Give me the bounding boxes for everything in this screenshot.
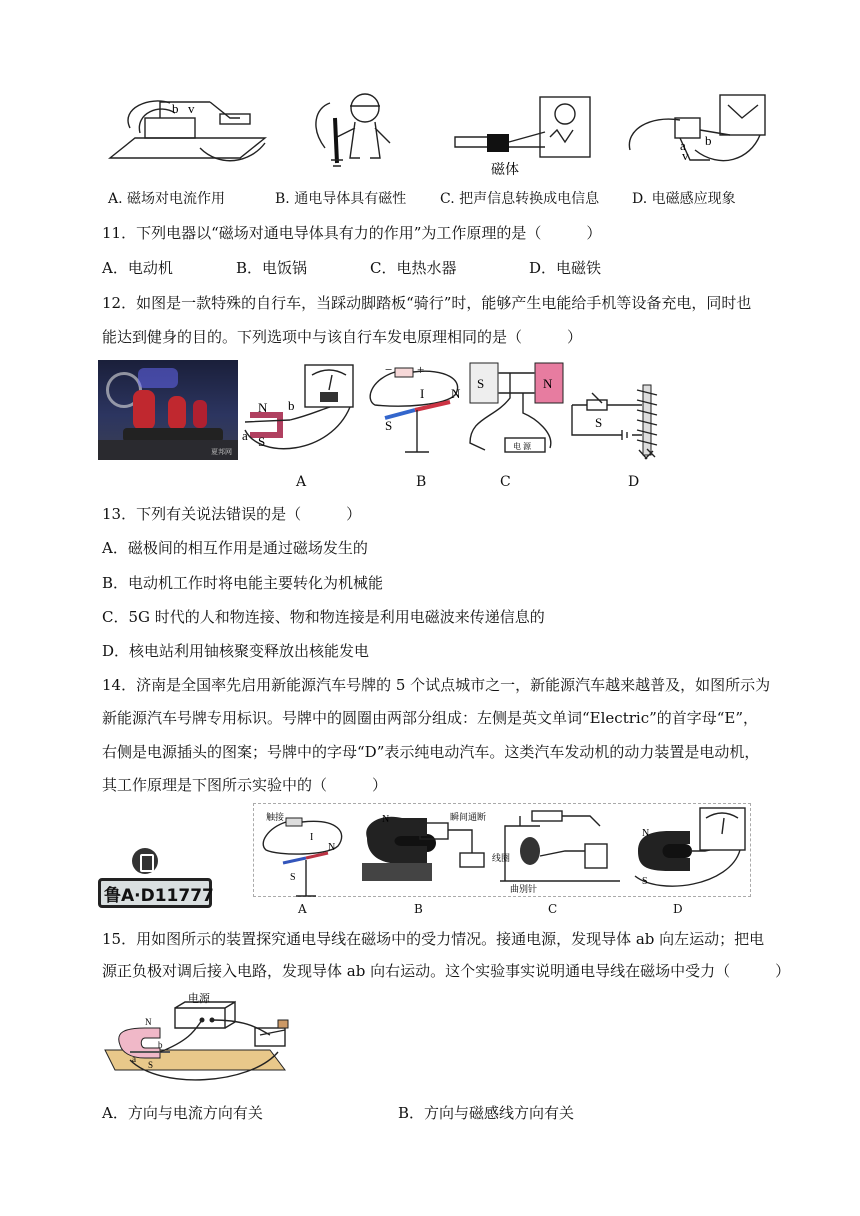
svg-text:b: b: [705, 133, 712, 148]
question-12-stem-line1: 12．如图是一款特殊的自行车，当踩动脚踏板“骑行”时，能够产生电能给手机等设备充电，同时也: [102, 294, 752, 312]
svg-text:b: b: [158, 1040, 163, 1050]
question-14-line4: 其工作原理是下图所示实验中的（ ）: [102, 776, 388, 794]
figure-caption-a: A. 磁场对电流作用: [108, 191, 226, 207]
q12-figure-d: [567, 375, 677, 460]
figure-c-sound-to-electric: [445, 92, 605, 182]
svg-text:S: S: [290, 872, 296, 883]
q12-label-d: D: [628, 474, 640, 490]
svg-text:N: N: [543, 376, 553, 391]
svg-text:S: S: [595, 415, 603, 430]
q15-power-label: 电源: [188, 993, 210, 1005]
svg-text:I: I: [420, 386, 425, 401]
q13-option-a: A．磁极间的相互作用是通过磁场发生的: [102, 539, 368, 557]
question-11-stem: 11．下列电器以“磁场对通电导体具有力的作用”为工作原理的是（ ）: [102, 224, 602, 242]
photo-watermark: 夏邦网: [211, 448, 232, 456]
svg-text:v: v: [188, 101, 195, 116]
svg-text:N: N: [451, 386, 461, 401]
svg-text:v: v: [682, 148, 689, 163]
label-paperclip: 曲别针: [510, 884, 538, 894]
svg-text:S: S: [258, 434, 266, 449]
q12-label-b: B: [416, 474, 427, 490]
question-15-line2: 源正负极对调后接入电路，发现导体 ab 向右运动。这个实验事实说明通电导线在磁场中受力（ ）: [102, 962, 791, 980]
svg-text:b: b: [288, 398, 295, 413]
svg-text:I: I: [310, 832, 314, 843]
svg-text:N: N: [258, 400, 268, 415]
q13-option-c: C．5G 时代的人和物连接、物和物连接是利用电磁波来传递信息的: [102, 608, 545, 626]
question-13-stem: 13．下列有关说法错误的是（ ）: [102, 505, 362, 523]
figure-caption-b: B. 通电导体具有磁性: [275, 191, 407, 207]
svg-text:N: N: [642, 828, 650, 839]
bike-photo: [98, 360, 238, 460]
q14-label-c: C: [548, 902, 558, 916]
q12-figure-a: [240, 360, 360, 460]
svg-text:+: +: [417, 362, 425, 377]
label-touch: 触接: [266, 812, 285, 822]
figure-caption-d: D. 电磁感应现象: [632, 191, 736, 207]
q12-figure-c: [465, 358, 575, 458]
q14-figure-c: [490, 806, 630, 896]
q15-figure-apparatus: [100, 990, 310, 1085]
power-label: 电 源: [513, 442, 531, 451]
q11-option-c: C．电热水器: [370, 259, 457, 277]
license-plate: [96, 840, 216, 912]
q12-label-a: A: [296, 474, 307, 490]
svg-text:a: a: [680, 138, 686, 153]
figure-caption-c: C. 把声信息转换成电信息: [440, 191, 600, 207]
q15-option-b: B．方向与磁感线方向有关: [398, 1104, 575, 1122]
figure-a-magnetic-force-on-current: [100, 88, 270, 178]
svg-text:b: b: [172, 101, 179, 116]
q14-figure-a: [258, 808, 358, 898]
svg-text:N: N: [145, 1017, 152, 1027]
label-instant-switch: 瞬间通断: [450, 812, 487, 822]
q11-option-a: A．电动机: [102, 259, 173, 277]
label-coil: 线圈: [492, 853, 511, 863]
q11-option-b: B．电饭锅: [236, 259, 308, 277]
q14-label-b: B: [414, 902, 423, 916]
svg-text:a: a: [132, 1054, 136, 1064]
question-14-line2: 新能源汽车号牌专用标识。号牌中的圆圈由两部分组成：左侧是英文单词“Electric”的首字母“E”，: [102, 709, 759, 727]
question-12-stem-line2: 能达到健身的目的。下列选项中与该自行车发电原理相同的是（ ）: [102, 328, 583, 346]
q14-figure-b: [352, 808, 492, 898]
magnet-label: 磁体: [491, 162, 519, 178]
q12-figure-b: [365, 360, 475, 460]
figure-d-induction: [620, 90, 770, 180]
q11-option-d: D．电磁铁: [529, 259, 602, 277]
q14-figure-d: [630, 806, 750, 896]
svg-text:S: S: [477, 376, 485, 391]
q12-label-c: C: [500, 474, 511, 490]
plate-text: 鲁A·D11777: [104, 886, 214, 906]
question-14-line1: 14．济南是全国率先启用新能源汽车号牌的 5 个试点城市之一，新能源汽车越来越普及，如图所示为: [102, 676, 771, 694]
q13-option-d: D．核电站利用铀核聚变释放出核能发电: [102, 642, 370, 660]
svg-text:N: N: [382, 814, 390, 825]
question-14-line3: 右侧是电源插头的图案；号牌中的字母“D”表示纯电动汽车。这类汽车发动机的动力装置是电动机，: [102, 743, 760, 761]
svg-text:−: −: [385, 362, 393, 377]
q13-option-b: B．电动机工作时将电能主要转化为机械能: [102, 574, 384, 592]
svg-text:a: a: [242, 428, 248, 443]
svg-text:N: N: [328, 842, 336, 853]
question-15-line1: 15．用如图所示的装置探究通电导线在磁场中的受力情况。接通电源，发现导体 ab 向左运动；把电: [102, 930, 765, 948]
svg-text:S: S: [385, 418, 393, 433]
q14-label-a: A: [298, 902, 307, 916]
figure-b-conductor-magnetism: [295, 88, 405, 178]
svg-text:S: S: [642, 876, 648, 887]
q14-label-d: D: [673, 902, 683, 916]
q15-option-a: A．方向与电流方向有关: [102, 1104, 263, 1122]
svg-text:S: S: [148, 1060, 154, 1070]
